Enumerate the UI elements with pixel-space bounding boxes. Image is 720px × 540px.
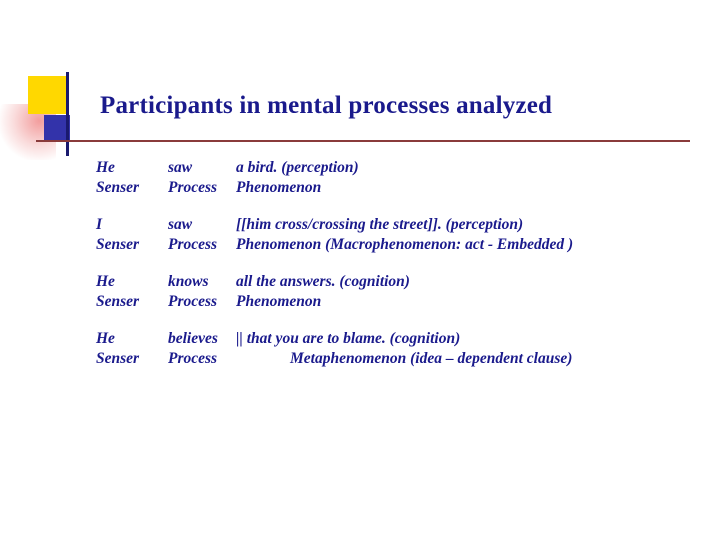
label-participant: Senser	[96, 236, 140, 254]
label-participant: Senser	[96, 350, 140, 368]
title-divider-rule	[36, 140, 690, 142]
analysis-label-line	[96, 292, 706, 312]
example-block	[96, 158, 706, 199]
example-process: saw	[168, 159, 193, 176]
slide-body	[96, 158, 706, 386]
label-remainder: Phenomenon	[236, 179, 322, 197]
example-participant: He	[96, 329, 115, 347]
label-remainder: Metaphenomenon (idea – dependent clause)	[290, 350, 573, 368]
example-participant: I	[96, 215, 103, 233]
example-block	[96, 215, 706, 256]
label-remainder: Phenomenon (Macrophenomenon: act - Embedded )	[236, 236, 574, 254]
example-sentence-line	[96, 329, 706, 349]
label-process: Process	[168, 350, 218, 368]
example-sentence-line	[96, 158, 706, 178]
example-participant: He	[96, 159, 115, 176]
label-participant: Senser	[96, 293, 140, 311]
label-process: Process	[168, 179, 218, 197]
yellow-square-decoration	[28, 76, 66, 114]
example-sentence-line	[96, 272, 706, 292]
example-remainder: || that you are to blame. (cognition)	[236, 329, 461, 347]
example-block	[96, 329, 706, 370]
label-participant: Senser	[96, 179, 140, 197]
example-remainder: a bird. (perception)	[236, 159, 359, 176]
example-remainder: [[him cross/crossing the street]]. (perception)	[236, 215, 524, 233]
example-remainder: all the answers. (cognition)	[236, 272, 410, 290]
example-sentence-line	[96, 215, 706, 235]
slide-title: Participants in mental processes analyzed	[100, 92, 553, 119]
analysis-label-line	[96, 349, 706, 369]
vertical-line-decoration	[66, 72, 69, 156]
label-remainder: Phenomenon	[236, 293, 322, 311]
decorative-corner-graphic	[0, 60, 110, 170]
label-process: Process	[168, 293, 218, 311]
analysis-label-line	[96, 235, 706, 255]
example-participant: He	[96, 272, 115, 290]
example-process: saw	[168, 215, 193, 233]
example-process: believes	[168, 329, 218, 347]
example-block	[96, 272, 706, 313]
example-process: knows	[168, 272, 209, 290]
analysis-label-line	[96, 178, 706, 198]
label-process: Process	[168, 236, 218, 254]
